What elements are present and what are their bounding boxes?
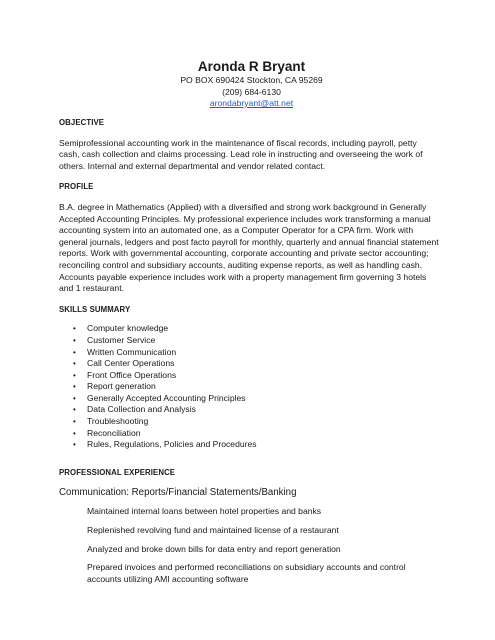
- bullet-icon: •: [73, 347, 76, 357]
- bullet-icon: •: [73, 405, 76, 415]
- skills-list: [59, 323, 439, 451]
- skill-label: Computer knowledge: [87, 323, 169, 334]
- resume-body: [59, 117, 439, 585]
- email-link[interactable]: arondabryant@att.net: [209, 98, 294, 108]
- list-item: [71, 381, 439, 393]
- list-item: [71, 358, 439, 370]
- skill-label: Written Communication: [87, 346, 177, 357]
- list-item: [71, 416, 439, 428]
- phone-number: (209) 684-6130: [222, 86, 281, 97]
- bullet-icon: •: [73, 382, 76, 392]
- skill-label: Data Collection and Analysis: [87, 404, 196, 415]
- bullet-icon: •: [73, 335, 76, 345]
- skill-label: Report generation: [87, 381, 156, 392]
- bullet-icon: •: [73, 393, 76, 403]
- candidate-name: Aronda R Bryant: [197, 59, 306, 74]
- experience-item: Analyzed and broke down bills for data entry and report generation: [87, 543, 341, 554]
- profile-text: B.A. degree in Mathematics (Applied) with a diversified and strong work background in Generally Accepted Accounting Principles. My professional experience includes work transforming a manual accounting system into an automated one, as a Computer Operator for a CPA firm. Work with general journals, ledgers and post facto payroll for monthly, quarterly and annual financial statement reports. Work with governmental accounting, corporate accounting and private sector accounting; reconciling control and subsidiary accounts, auditing expense reports, as well as handling cash. Accounts payable experience includes work with a property management firm governing 3 hotels and 1 restaurant.: [59, 201, 439, 294]
- list-item: [71, 323, 439, 335]
- profile-heading: PROFILE: [59, 182, 94, 192]
- skill-label: Rules, Regulations, Policies and Procedures: [87, 439, 257, 450]
- resume-header: [0, 58, 495, 110]
- experience-item: Maintained internal loans between hotel properties and banks: [87, 506, 322, 517]
- experience-item: Replenished revolving fund and maintained license of a restaurant: [87, 525, 339, 536]
- list-item: [71, 335, 439, 347]
- list-item: [71, 439, 439, 451]
- experience-heading: PROFESSIONAL EXPERIENCE: [59, 467, 176, 477]
- experience-subheading: Communication: Reports/Financial Statements/Banking: [59, 487, 297, 499]
- list-item: [71, 393, 439, 405]
- bullet-icon: •: [73, 428, 76, 438]
- skill-label: Reconciliation: [87, 427, 141, 438]
- skill-label: Call Center Operations: [87, 358, 175, 369]
- bullet-icon: •: [73, 359, 76, 369]
- objective-heading: OBJECTIVE: [59, 118, 105, 127]
- skill-label: Generally Accepted Accounting Principles: [87, 392, 246, 403]
- bullet-icon: •: [73, 324, 76, 334]
- bullet-icon: •: [73, 440, 76, 450]
- skills-heading: SKILLS SUMMARY: [59, 304, 131, 314]
- list-item: [71, 428, 439, 440]
- list-item: [71, 347, 439, 359]
- experience-item: Prepared invoices and performed reconciliations on subsidiary accounts and control accounts utilizing AMI accounting software: [87, 562, 406, 584]
- skill-label: Front Office Operations: [87, 369, 177, 380]
- list-item: [71, 370, 439, 382]
- bullet-icon: •: [73, 370, 76, 380]
- skill-label: Troubleshooting: [87, 416, 149, 427]
- skill-label: Customer Service: [87, 334, 156, 345]
- address: PO BOX 690424 Stockton, CA 95269: [180, 75, 323, 85]
- bullet-icon: •: [73, 417, 76, 427]
- list-item: [71, 404, 439, 416]
- objective-text: Semiprofessional accounting work in the maintenance of fiscal records, including payroll, petty cash, cash collection and claims processing. Lead role in instructing and overseeing the work of others. Internal and external departmental and vendor related contact.: [59, 137, 423, 171]
